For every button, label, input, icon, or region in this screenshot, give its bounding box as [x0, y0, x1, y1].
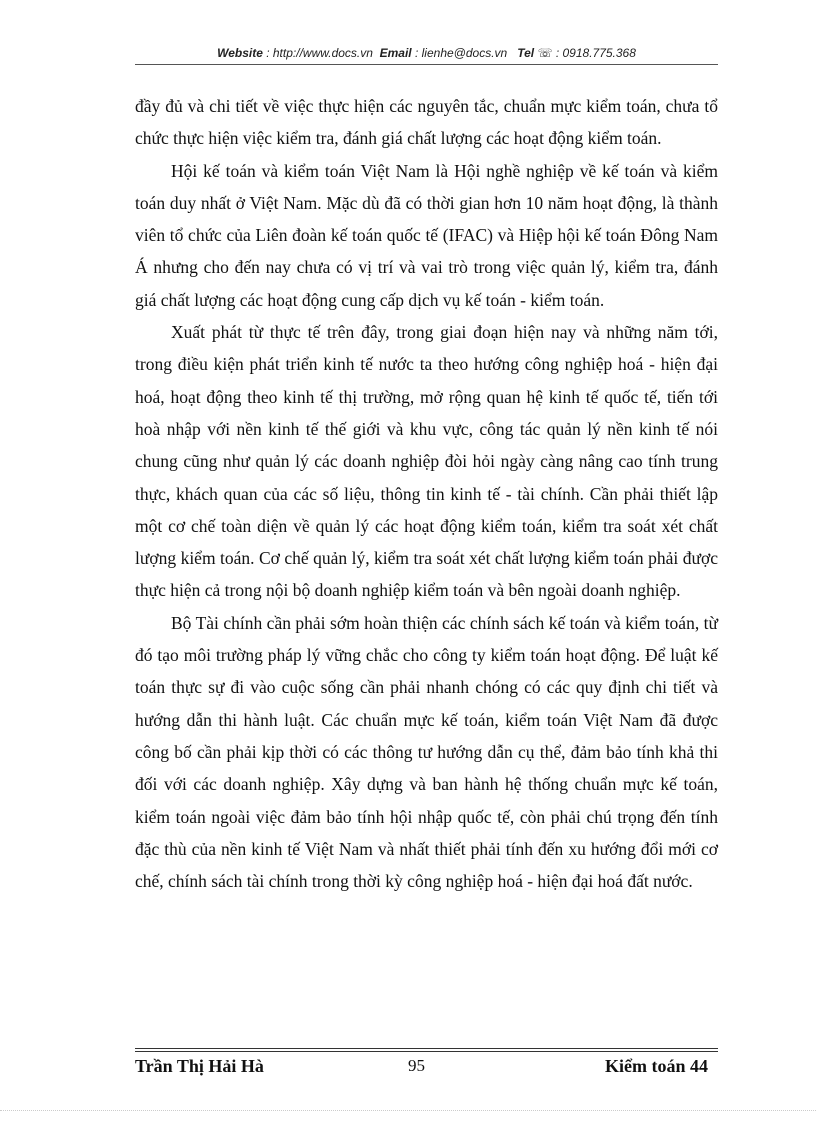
- website-value: : http://www.docs.vn: [266, 46, 373, 60]
- tel-label: Tel: [517, 46, 535, 60]
- page-header: [135, 46, 718, 60]
- page-number: 95: [408, 1056, 425, 1075]
- footer-author: Trần Thị Hải Hà: [135, 1056, 264, 1076]
- paragraph: Hội kế toán và kiểm toán Việt Nam là Hội nghề nghiệp về kế toán và kiểm toán duy nhất ở Việt Nam. Mặc dù đã có thời gian hơn 10 năm hoạt động, là thành viên tổ chức của Liên đoàn kế toán quốc tế (IFAC) và Hiệp hội kế toán Đông Nam Á nhưng cho đến nay chưa có vị trí và vai trò trong việc quản lý, kiểm tra, đánh giá chất lượng các hoạt động cung cấp dịch vụ kế toán - kiểm toán.: [135, 160, 718, 310]
- email-label: Email: [379, 46, 412, 60]
- footer-divider: [135, 1051, 718, 1052]
- page-bottom-divider: [0, 1110, 816, 1111]
- document-body: [135, 90, 718, 897]
- footer-course: Kiểm toán 44: [605, 1056, 708, 1076]
- header-divider: [135, 64, 718, 65]
- email-value: : lienhe@docs.vn: [414, 46, 508, 60]
- footer-divider: [135, 1048, 718, 1049]
- tel-value: : 0918.775.368: [555, 46, 636, 60]
- paragraph: Xuất phát từ thực tế trên đây, trong giai đoạn hiện nay và những năm tới, trong điều kiện phát triển kinh tế nước ta theo hướng công nghiệp hoá - hiện đại hoá, hoạt động theo kinh tế thị trường, mở rộng quan hệ kinh tế quốc tế, tiến tới hoà nhập với nền kinh tế thế giới và khu vực, công tác quản lý nền kinh tế nói chung cũng như quản lý các doanh nghiệp đòi hỏi ngày càng nâng cao tính trung thực, khách quan của các số liệu, thông tin kinh tế - tài chính. Cần phải thiết lập một cơ chế toàn diện về quản lý các hoạt động kiểm toán, kiểm tra soát xét chất lượng kiểm toán. Cơ chế quản lý, kiểm tra soát xét chất lượng kiểm toán phải được thực hiện cả trong nội bộ doanh nghiệp kiểm toán và bên ngoài doanh nghiệp.: [135, 322, 718, 601]
- paragraph: đầy đủ và chi tiết về việc thực hiện các nguyên tắc, chuẩn mực kiểm toán, chưa tổ chức thực hiện việc kiểm tra, đánh giá chất lượng các hoạt động kiểm toán.: [135, 96, 718, 149]
- phone-icon: ☏: [537, 46, 553, 60]
- paragraph: Bộ Tài chính cần phải sớm hoàn thiện các chính sách kế toán và kiểm toán, từ đó tạo môi trường pháp lý vững chắc cho công ty kiểm toán hoạt động. Để luật kế toán thực sự đi vào cuộc sống cần phải nhanh chóng có các quy định chi tiết và hướng dẫn thi hành luật. Các chuẩn mực kế toán, kiểm toán Việt Nam đã được công bố cần phải kịp thời có các thông tư hướng dẫn cụ thể, đảm bảo tính khả thi đối với các doanh nghiệp. Xây dựng và ban hành hệ thống chuẩn mực kế toán, kiểm toán ngoài việc đảm bảo tính hội nhập quốc tế, còn phải chú trọng đến tính đặc thù của nền kinh tế Việt Nam và nhất thiết phải tính đến xu hướng đổi mới cơ chế, chính sách tài chính trong thời kỳ công nghiệp hoá - hiện đại hoá đất nước.: [135, 612, 718, 892]
- page-footer: [135, 1053, 718, 1079]
- website-label: Website: [217, 46, 263, 60]
